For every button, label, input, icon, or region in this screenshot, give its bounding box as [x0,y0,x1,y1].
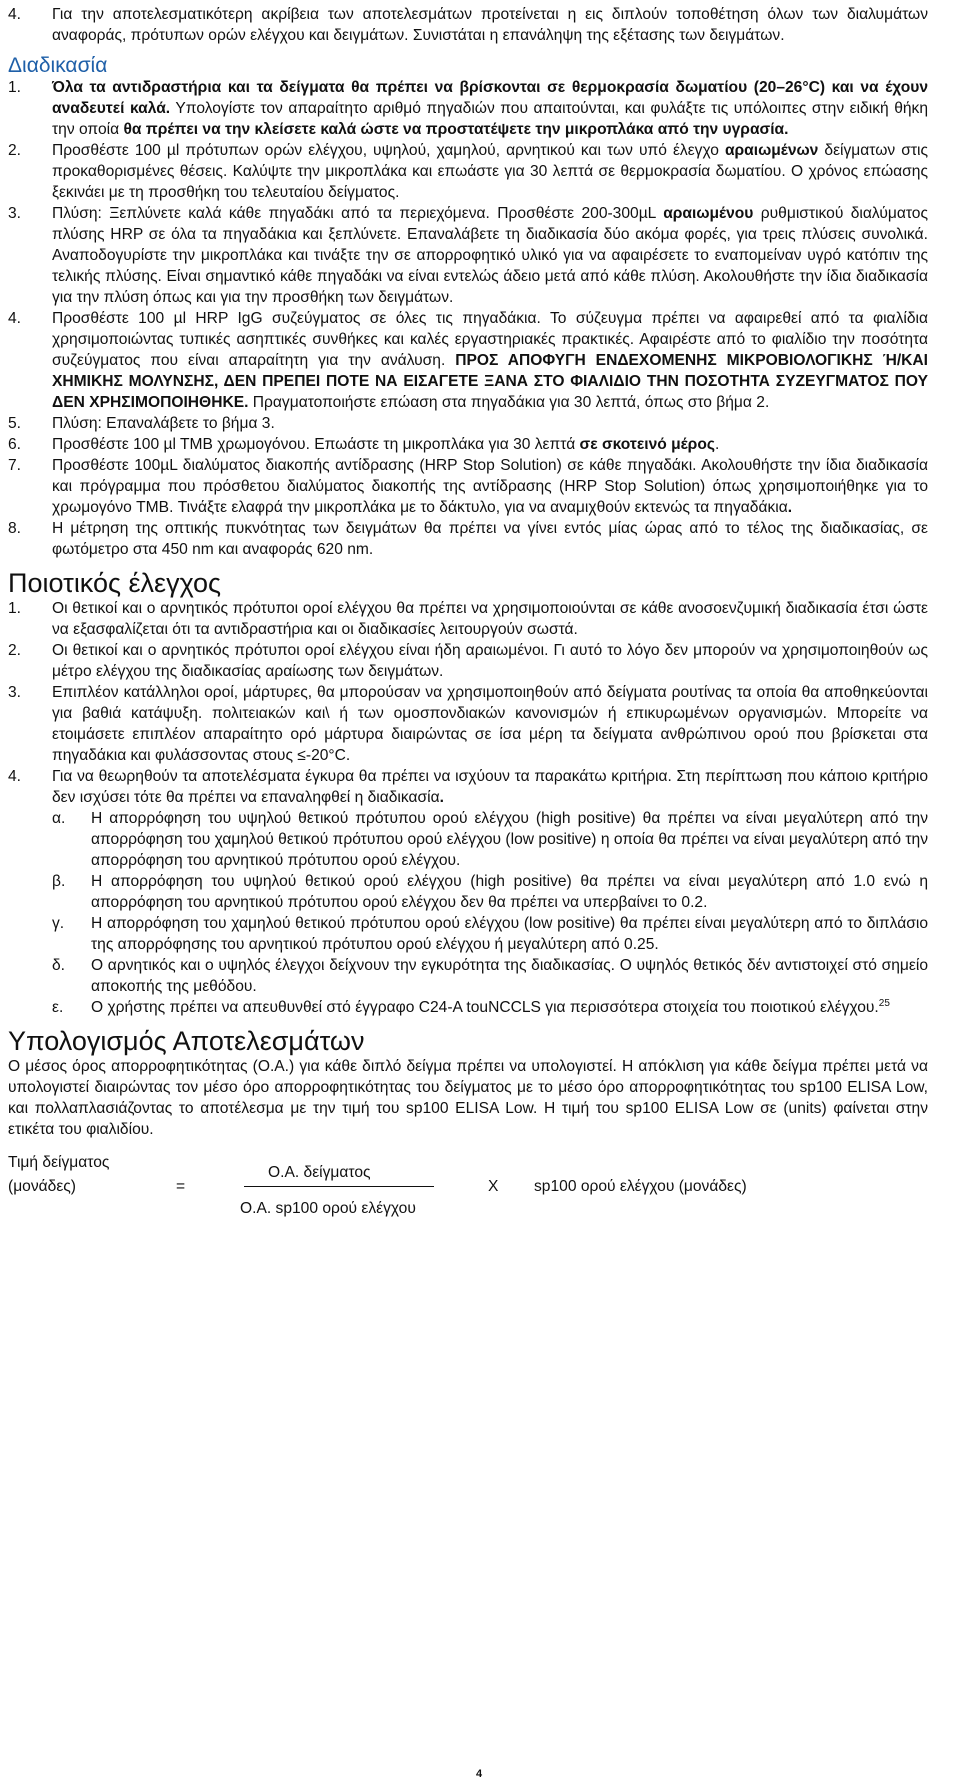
quality-subitem-d: δ. Ο αρνητικός και ο υψηλός έλεγχοι δείχνουν την εγκυρότητα της διαδικασίας. Ο υψηλός θετικός δέν αντιστοιχεί στό σημείο αποκοπής της μεθόδου. [52,957,928,995]
procedure-heading: Διαδικασία [8,54,108,77]
formula-denominator: Ο.Α. sp100 ορού ελέγχου [240,1200,416,1217]
procedure-item-6: 6. Προσθέστε 100 µl TMB χρωμογόνου. Επωάστε τη μικροπλάκα για 30 λεπτά σε σκοτεινό μέρος. [8,436,720,453]
quality-subitem-e: ε. Ο χρήστης πρέπει να απευθυνθεί στό έγγραφο C24-A touNCCLS για περισσότερα στοιχεία του ποιοτικού ελέγχου.$^{25}$ [52,997,890,1016]
result-formula [8,1152,928,1222]
procedure-item-7: 7. Προσθέστε 100µL διαλύματος διακοπής αντίδρασης (HRP Stop Solution) σε κάθε πηγαδάκι. Ακολουθήστε την ίδια διαδικασία και πρόγραμμα που πρόσθετου διαλύματος διακοπής της αντίδρασης (HRP Stop Solution) όπως χρησιμοποιήθηκε για το χρωμογόνο TMB. Τινάξτε ελαφρά την μικροπλάκα με το δάκτυλο, για να αναμιχθούν εκτενώς τα πηγαδάκια. [8,457,928,516]
formula-equals: = [176,1178,186,1195]
procedure-item-4: 4. Προσθέστε 100 µl HRP IgG συζεύγματος σε όλες τις πηγαδάκια. Το σύζευγμα πρέπει να αφαιρεθεί από τα φιαλίδια χρησιμοποιώντας τυπικές ασηπτικές συνθήκες και καλές εργαστηριακές πρακτικές. Αφαιρέστε από το φιαλίδιο την ποσότητα συζεύγματος που είναι απαραίτητη για την ανάλυση. ΠΡΟΣ ΑΠΟΦΥΓΗ ΕΝΔΕΧΟΜΕΝΗΣ ΜΙΚΡΟΒΙΟΛΟΓΙΚΗΣ Ή/ΚΑΙ ΧΗΜΙΚΗΣ ΜΟΛΥΝΣΗΣ, ΔΕΝ ΠΡΕΠΕΙ ΠΟΤΕ ΝΑ ΕΙΣΑΓΕΤΕ ΞΑΝΑ ΣΤΟ ΦΙΑΛΙΔΙΟ ΤΗΝ ΠΟΣΟΤΗΤΑ ΣΥΖΕΥΓΜΑΤΟΣ ΠΟΥ ΔΕΝ ΧΡΗΣΙΜΟΠΟΙΗΘΗΚΕ. Πραγματοποιήστε επώαση στα πηγαδάκια για 30 λεπτά, όπως στο βήμα 2. [8,310,929,411]
formula-numerator: Ο.Α. δείγματος [268,1164,371,1181]
item-text: Για την αποτελεσματικότερη ακρίβεια των αποτελεσμάτων προτείνεται η εις διπλούν τοποθέτηση όλων των διαλυμάτων αναφοράς, πρότυπων ορών ελέγχου και δειγμάτων. Συνιστάται η επανάληψη της εξέτασης των δειγμάτων. [52,6,928,44]
formula-lhs-line2: (μονάδες) [8,1178,77,1195]
footnote-ref: 25 [878,997,890,1009]
quality-item-4: 4. Για να θεωρηθούν τα αποτελέσματα έγκυρα θα πρέπει να ισχύουν τα παρακάτω κριτήρια. Στη περίπτωση που κάποιο κριτήριο δεν ισχύσει τότε θα πρέπει να επαναληφθεί η διαδικασία. [8,768,928,806]
procedure-item-1: 1. Όλα τα αντιδραστήρια και τα δείγματα θα πρέπει να βρίσκονται σε θερμοκρασία δωματίου (20–26°C) και να έχουν αναδευτεί καλά. Υπολογίστε τον απαραίτητο αριθμό πηγαδιών που απαιτούνται, και φυλάξτε τις υπόλοιπες στην ειδική θήκη την οποία θα πρέπει να την κλείσετε καλά ώστε να προστατέψετε την μικροπλάκα από την υγρασία. [8,79,929,138]
formula-rhs: sp100 ορού ελέγχου (μονάδες) [534,1178,747,1195]
intro-item [8,4,928,46]
quality-subitem-b: β. Η απορρόφηση του υψηλού θετικού ορού ελέγχου (high positive) θα πρέπει να είναι μεγαλύτερη από 1.0 ενώ η απορρόφηση του αρνητικού πρότυπου ορού ελέγχου δεν θα πρέπει να υπερβαίνει το 0.2. [52,873,928,911]
quality-item-1: 1. Οι θετικοί και ο αρνητικός πρότυποι οροί ελέγχου θα πρέπει να χρησιμοποιούνται σε κάθε ανοσοενζυμική διαδικασία έτσι ώστε να εξασφαλίζεται ότι τα αντιδραστήρια και οι διαδικασίες λειτουργούν σωστά. [8,600,928,638]
results-text: Ο μέσος όρος απορροφητικότητας (Ο.Α.) για κάθε διπλό δείγμα πρέπει να υπολογιστεί. Η απόκλιση για κάθε δείγμα πρέπει μετά να υπολογιστεί διαιρώντας τον μέσο όρο απορροφητικότητας του δείγματος με το μέσο όρο απορροφητικότητας του sp100 ELISA Low, και πολλαπλασιάζοντας το αποτέλεσμα με την τιμή του sp100 ELISA Low. Η τιμή του sp100 ELISA Low σε (units) φαίνεται στην ετικέτα του φιαλιδίου. [8,1058,928,1138]
quality-item-2: 2. Οι θετικοί και ο αρνητικός πρότυποι οροί ελέγχου είναι ήδη αραιωμένοι. Γι αυτό το λόγο δεν μπορούν να χρησιμοποιηθούν ως μέτρο ελέγχου της διαδικασίας αραίωσης των δειγμάτων. [8,642,928,680]
procedure-item-3: 3. Πλύση: Ξεπλύνετε καλά κάθε πηγαδάκι από τα περιεχόμενα. Προσθέστε 200-300µL αραιωμένου ρυθμιστικού διαλύματος πλύσης HRP σε όλα τα πηγαδάκια και ξεπλύνετε. Επαναλάβετε τη διαδικασία δύο ακόμα φορές, για τρεις πλύσεις συνολικά. Αναποδογυρίστε την μικροπλάκα και τινάξτε την σε απορροφητικό υλικό για να αφαιρέσετε το εναπομείναν υγρό κατόπιν της τελικής πλύσης. Είναι σημαντικό κάθε πηγαδάκι να είναι εντελώς άδειο μετά από κάθε πλύση. Ακολουθήστε την ίδια διαδικασία για την πλύση όπως και για την προσθήκη των δειγμάτων. [8,205,928,306]
procedure-item-8: 8. Η μέτρηση της οπτικής πυκνότητας των δειγμάτων θα πρέπει να γίνει εντός μίας ώρας από το τέλος της διαδικασίας, σε φωτόμετρο στα 450 nm και αναφοράς 620 nm. [8,520,928,558]
procedure-item-5: 5. Πλύση: Επαναλάβετε το βήμα 3. [8,415,275,432]
results-heading: Υπολογισμός Αποτελεσμάτων [8,1026,365,1056]
quality-subitem-c: γ. Η απορρόφηση του χαμηλού θετικού πρότυπου ορού ελέγχου (low positive) θα πρέπει είναι μεγαλύτερη από το διπλάσιο της απορρόφησης του αρνητικού πρότυπου ορού ελέγχου ή μεγαλύτερη από 0.25. [52,915,928,953]
formula-lhs-line1: Τιμή δείγματος [8,1154,110,1171]
page-number: 4 [476,1768,483,1780]
quality-subitem-a: α. Η απορρόφηση του υψηλού θετικού πρότυπου ορού ελέγχου (high positive) θα πρέπει να είναι μεγαλύτερη από την απορρόφηση του χαμηλού θετικού πρότυπου ορού ελέγχου (low positive) η οποία θα πρέπει να είναι μεγαλύτερη από την απορρόφηση του αρνητικού πρότυπου ορού ελέγχου. [52,810,928,869]
formula-times: X [488,1178,499,1195]
fraction-line [244,1186,434,1187]
quality-item-3: 3. Επιπλέον κατάλληλοι οροί, μάρτυρες, θα μπορούσαν να χρησιμοποιηθούν από δείγματα ρουτίνας τα οποία θα αποθηκεύονται για βαθιά κατάψυξη. πολιτειακών και\ ή των ομοσπονδιακών κανονισμών ή επικυρωμένων οργανισμών. Μπορείτε να ετοιμάσετε επιπλέον απαραίτητο ορό μάρτυρα διαιρώντας σε ίσα μέρη τα δείγματα ανθρώπινου ορού που βρίσκεται στα πηγαδάκια και φυλάσσοντας στους ≤-20°C. [8,684,928,764]
procedure-item-2: 2. Προσθέστε 100 µl πρότυπων ορών ελέγχου, υψηλού, χαμηλού, αρνητικού και των υπό έλεγχο αραιωμένων δείγματων στις προκαθορισμένες θέσεις. Καλύψτε την μικροπλάκα και επωάστε για 30 λεπτά σε θερμοκρασία δωματίου. Ο χρόνος επώασης ξεκινάει με τη προσθήκη του τελευταίου δείγματος. [8,142,928,201]
document-content [8,4,928,1222]
quality-heading: Ποιοτικός έλεγχος [8,568,222,598]
item-number: 4. [8,6,22,23]
